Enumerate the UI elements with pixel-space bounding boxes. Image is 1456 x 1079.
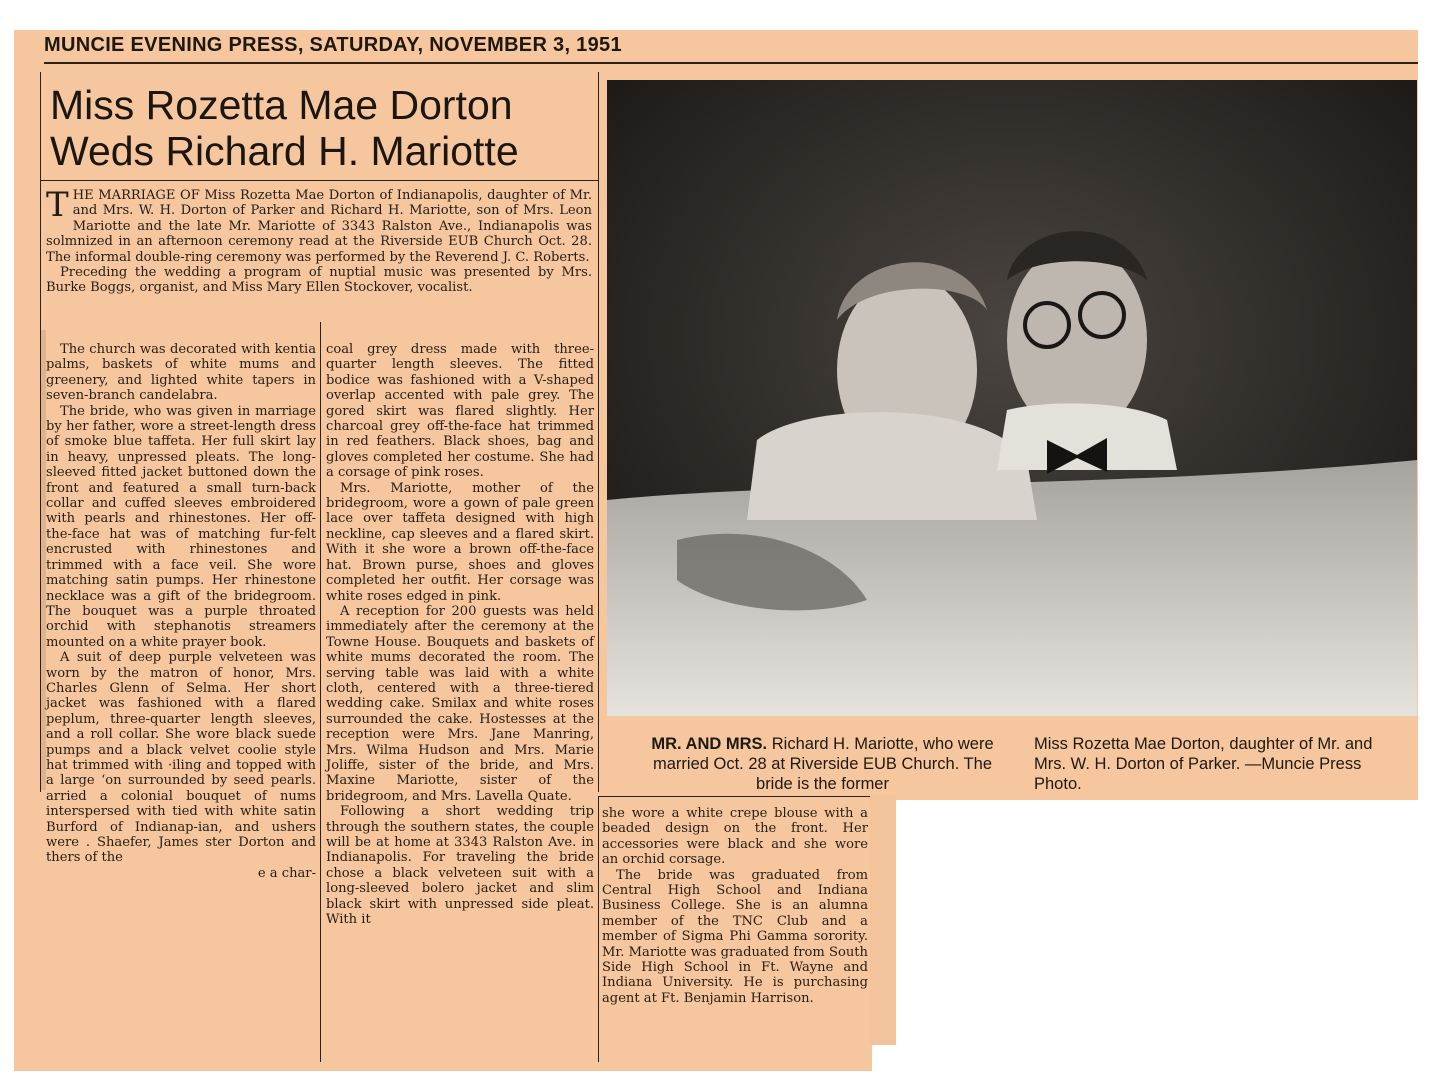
col1-paragraph-4: e a char- xyxy=(257,865,316,881)
col3-paragraph-1: she wore a white crepe blouse with a beaded design on the front. Her accessories were black and she wore an orchid corsage. xyxy=(602,806,868,868)
col2-paragraph-2: Mrs. Mariotte, mother of the bridegroom, wore a gown of pale green lace over taffeta designed with high neckline, cap sleeves and a flared skirt. With it she wore a brown off-the-face hat. Brown purse, shoes and gloves completed her outfit. Her corsage was white roses edged in pink. xyxy=(326,480,594,604)
column-rule-photo xyxy=(598,72,599,792)
column-rule-right xyxy=(598,796,599,1062)
lead-paragraphs xyxy=(46,185,592,296)
photo-caption-part-1 xyxy=(650,734,995,794)
article-column-1 xyxy=(46,342,316,881)
caption-lead: MR. AND MRS. xyxy=(651,735,768,753)
col3-paragraph-2: The bride was graduated from Central High School and Indiana Business College. She is an alumna member of the TNC Club and a member of Sigma Phi Gamma sorority. Mr. Mariotte was graduated from South Side High School in Ft. Wayne and Indiana University. He is purchasing agent at Ft. Benjamin Harrison. xyxy=(602,867,868,1006)
column-rule-middle xyxy=(320,322,321,1062)
col1-paragraph-1: The church was decorated with kentia palms, baskets of white mums and greenery, and lighted white tapers in seven-branch candelabra. xyxy=(46,342,316,404)
headline-rule xyxy=(40,180,598,181)
article-column-2 xyxy=(326,342,594,927)
lead-paragraph-1-text: HE MARRIAGE OF Miss Rozetta Mae Dorton of Indianapolis, daughter of Mr. and Mrs. W. H. Dorton of Parker and Richard H. Mariotte, son of Mrs. Leon Mariotte and the late Mr. Mariotte of 3343 Ralston Ave., Indianapolis was solmnized in an afternoon ceremony read at the Riverside EUB Church Oct. 28. The informal double-ring ceremony was performed by the Reverend J. C. Roberts. xyxy=(46,188,592,265)
photo-caption-part-2: Miss Rozetta Mae Dorton, daughter of Mr. and Mrs. W. H. Dorton of Parker. —Muncie Press Photo. xyxy=(1034,735,1373,793)
col1-paragraph-2: The bride, who was given in marriage by her father, wore a street-length dress of smoke blue taffeta. Her full skirt lay in heavy, unpressed pleats. The long-sleeved fitted jacket buttoned down the front and featured a small turn-back collar and cuffed sleeves embroidered with pearls and rhinestones. Her off-the-face hat was of matching fur-felt encrusted with rhinestones and trimmed with a face veil. She wore matching satin pumps. Her rhinestone necklace was a gift of the bridegroom. The bouquet was a purple throated orchid with stephanotis streamers mounted on a white prayer book. xyxy=(46,403,316,650)
masthead-rule xyxy=(44,62,1418,64)
drop-cap: T xyxy=(46,185,69,225)
col2-paragraph-3: A reception for 200 guests was held immediately after the ceremony at the Towne House. Bouquets and baskets of white mums decorated the room. The serving table was laid with a white cloth, centered with a three-tiered wedding cake. Smilax and white roses surrounded the cake. Hostesses at the reception were Mrs. Jane Manring, Mrs. Wilma Hudson and Mrs. Marie Joliffe, sister of the bride, and Mrs. Maxine Mariotte, sister of the bridegroom, and Mrs. Lavella Quate. xyxy=(326,603,594,804)
headline-line-2: Weds Richard H. Mariotte xyxy=(50,128,519,174)
masthead: MUNCIE EVENING PRESS, SATURDAY, NOVEMBER 3, 1951 xyxy=(44,34,622,56)
adjacent-column-strip xyxy=(870,795,896,1045)
article-column-3 xyxy=(602,806,868,1006)
lead-paragraph-2: Preceding the wedding a program of nuptial music was presented by Mrs. Burke Boggs, organist, and Miss Mary Ellen Stockover, vocalist. xyxy=(46,265,592,296)
wedding-photo-image xyxy=(607,80,1417,716)
caption-rule xyxy=(598,796,870,797)
headline-line-1: Miss Rozetta Mae Dorton xyxy=(50,82,513,128)
col2-paragraph-4: Following a short wedding trip through the southern states, the couple will be at home at 3343 Ralston Ave. in Indianapolis. For traveling the bride chose a black velveteen suit with a long-sleeved bolero jacket and slim black skirt with unpressed side pleat. With it xyxy=(326,804,594,928)
lead-paragraph-1 xyxy=(46,185,592,265)
col2-paragraph-1: coal grey dress made with three-quarter length sleeves. The fitted bodice was fashioned with a V-shaped overlap accented with pale grey. The gored skirt was flared slightly. Her charcoal grey off-the-face hat trimmed in red feathers. Black shoes, bag and gloves completed her costume. She had a corsage of pink roses. xyxy=(326,342,594,481)
headline xyxy=(50,82,590,174)
col1-paragraph-3: A suit of deep purple velveteen was worn by the matron of honor, Mrs. Charles Glenn of Selma. Her short jacket was fashioned with a flared peplum, three-quarter length sleeves, and a roll collar. She wore black suede pumps and a black velvet coolie style hat trimmed with ·iling and topped with a large ʻon surrounded by seed pearls. arried a colonial bouquet of nums interspersed with tied with white satin Burford of Indianap-ian, and ushers were . Shaefer, James ster Dorton and thers of the xyxy=(46,650,316,866)
caption-text-1: Richard H. Mariotte, who were married Oct. 28 at Riverside EUB Church. The bride is the former xyxy=(653,735,994,793)
wedding-photo xyxy=(607,80,1417,716)
